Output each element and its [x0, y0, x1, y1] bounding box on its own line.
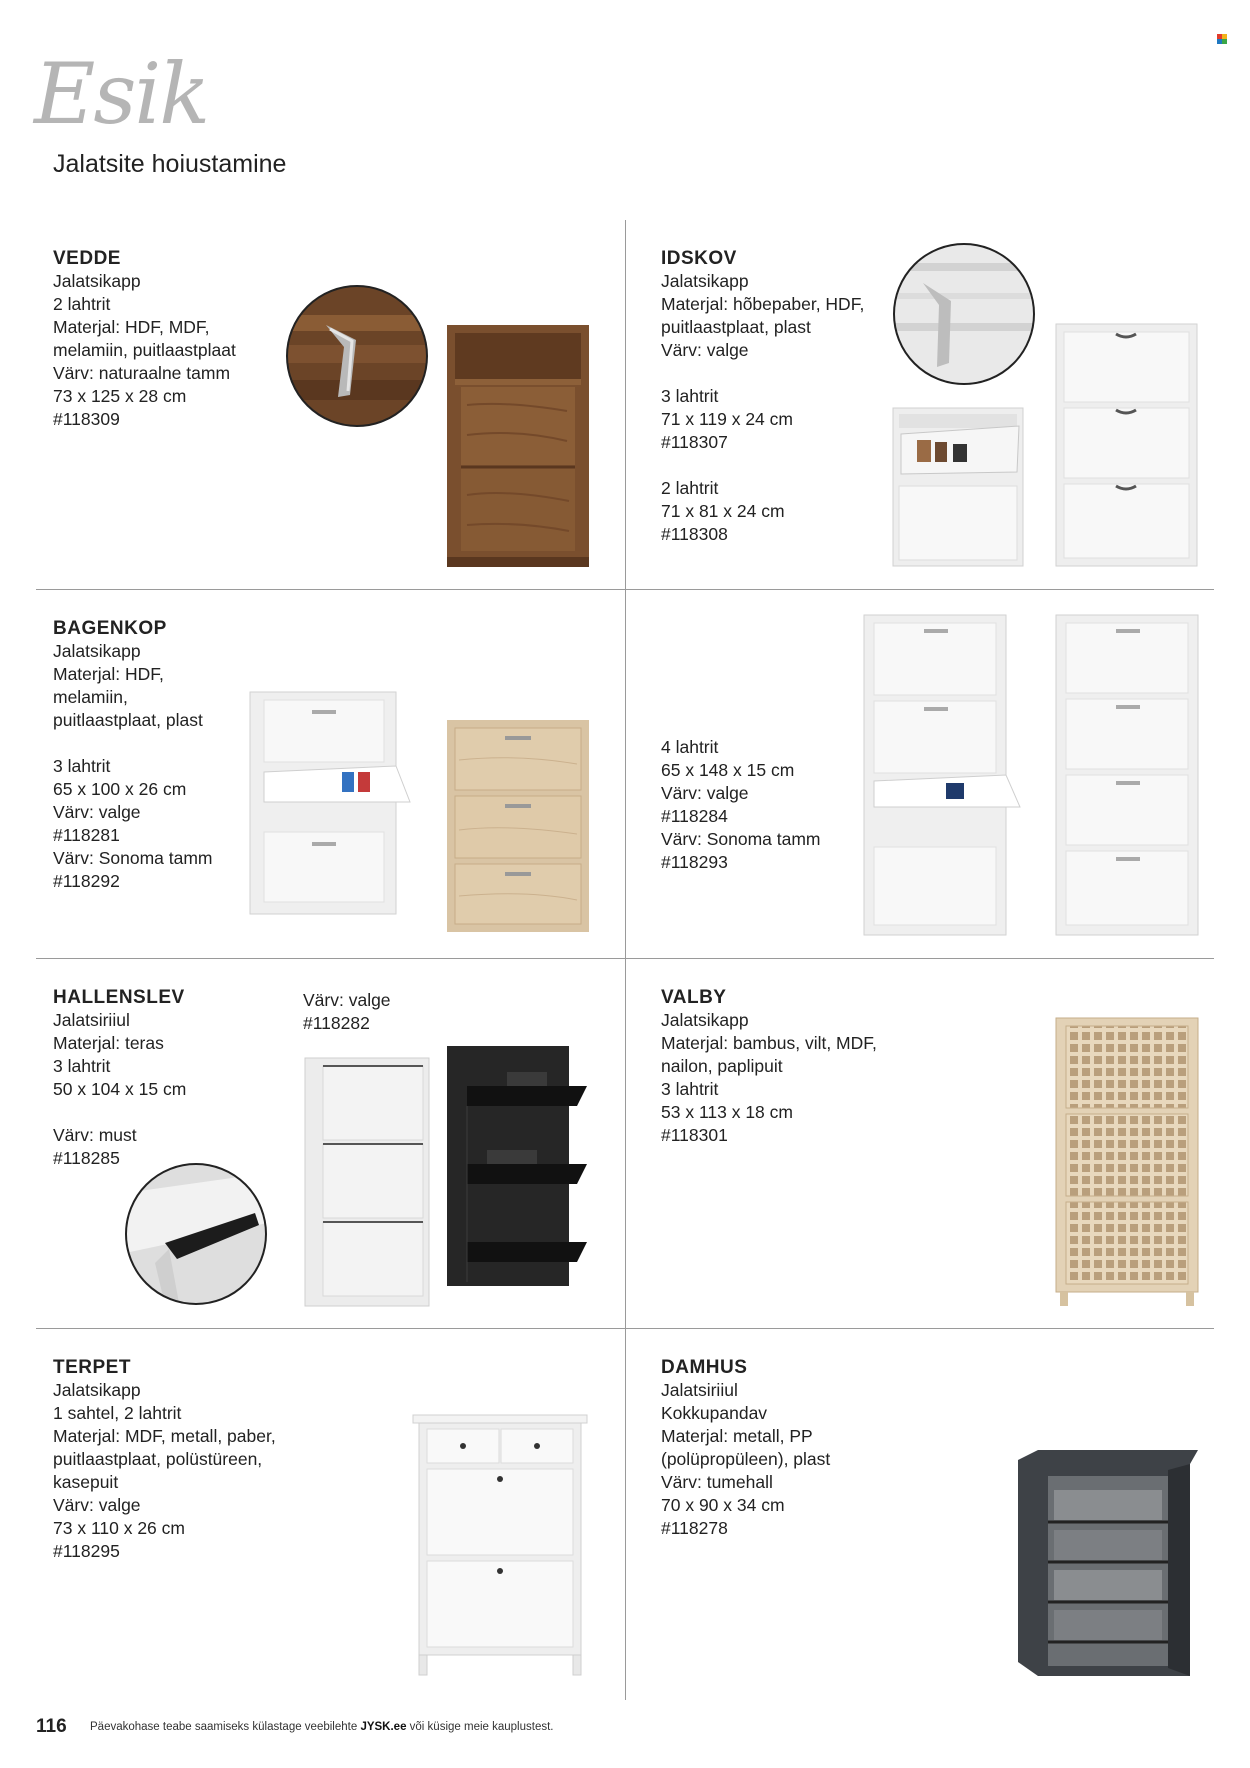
product-name: VALBY [661, 987, 727, 1008]
product-dimensions: 71 x 81 x 24 cm [661, 501, 785, 521]
script-title: Esik [34, 45, 209, 143]
product-color: Värv: valge [661, 340, 749, 360]
product-color: Värv: Sonoma tamm [53, 848, 213, 868]
footer-text-before: Päevakohase teabe saamiseks külastage veebilehte [90, 1721, 361, 1733]
product-color: Värv: valge [53, 1495, 141, 1515]
product-spec: nailon, paplipuit [661, 1056, 783, 1076]
vedde-detail-image [286, 285, 428, 427]
product-spec: 1 sahtel, 2 lahtrit [53, 1403, 182, 1423]
hallenslev-white-image [305, 1058, 429, 1306]
product-spec: Materjal: hõbepaber, HDF, [661, 294, 865, 314]
product-type: Jalatsikapp [53, 641, 141, 661]
product-dimensions: 73 x 125 x 28 cm [53, 386, 187, 406]
product-color: Värv: valge [53, 802, 141, 822]
product-vedde [53, 247, 236, 431]
product-variant: 2 lahtrit [661, 478, 719, 498]
bagenkop-4-white-a-image [864, 615, 1020, 935]
product-color: Värv: Sonoma tamm [661, 829, 821, 849]
product-spec: puitlaastplaat, polüstüreen, [53, 1449, 263, 1469]
brand-logo-mark [1217, 34, 1227, 44]
product-type: Jalatsikapp [53, 1380, 141, 1400]
divider-row-2 [36, 958, 1214, 959]
divider-row-3 [36, 1328, 1214, 1329]
divider-row-1 [36, 589, 1214, 590]
hallenslev-black-image [447, 1046, 589, 1286]
product-color: Värv: valge [661, 783, 749, 803]
product-dimensions: 50 x 104 x 15 cm [53, 1079, 187, 1099]
product-dimensions: 73 x 110 x 26 cm [53, 1518, 185, 1538]
product-name: BAGENKOP [53, 618, 167, 639]
product-dimensions: 70 x 90 x 34 cm [661, 1495, 785, 1515]
product-hallenslev-white [303, 989, 391, 1035]
product-spec: 3 lahtrit [661, 1079, 719, 1099]
product-sku: #118301 [661, 1125, 728, 1145]
product-spec: Kokkupandav [661, 1403, 768, 1423]
product-name: VEDDE [53, 248, 121, 269]
product-color: Värv: naturaalne tamm [53, 363, 231, 383]
idskov-2-drawer-image [893, 408, 1023, 566]
product-sku: #118309 [53, 409, 120, 429]
product-sku: #118308 [661, 524, 728, 544]
valby-cabinet-image [1056, 1018, 1198, 1306]
product-spec: (polüpropüleen), plast [661, 1449, 831, 1469]
product-valby [661, 986, 877, 1147]
product-color: Värv: valge [303, 990, 391, 1010]
product-dimensions: 65 x 148 x 15 cm [661, 760, 795, 780]
product-damhus [661, 1356, 830, 1540]
product-spec: Materjal: bambus, vilt, MDF, [661, 1033, 877, 1053]
product-sku: #118284 [661, 806, 728, 826]
product-dimensions: 71 x 119 x 24 cm [661, 409, 793, 429]
product-type: Jalatsikapp [661, 271, 749, 291]
product-spec: melamiin, puitlaastplaat [53, 340, 236, 360]
product-sku: #118307 [661, 432, 728, 452]
product-terpet [53, 1356, 276, 1563]
product-name: DAMHUS [661, 1357, 748, 1378]
idskov-3-drawer-image [1056, 324, 1197, 566]
footer-text-after: või küsige meie kauplustest. [406, 1721, 554, 1733]
product-color: Värv: must [53, 1125, 137, 1145]
idskov-detail-image [893, 243, 1035, 385]
product-sku: #118281 [53, 825, 120, 845]
footer-site-link[interactable]: JYSK.ee [360, 1721, 407, 1733]
product-idskov [661, 247, 864, 546]
bagenkop-4-white-b-image [1056, 615, 1198, 935]
product-bagenkop-variant-4 [661, 736, 821, 874]
product-variant: 3 lahtrit [53, 756, 111, 776]
product-sku: #118292 [53, 871, 120, 891]
product-sku: #118285 [53, 1148, 120, 1168]
product-spec: Materjal: teras [53, 1033, 164, 1053]
product-type: Jalatsikapp [53, 271, 141, 291]
product-sku: #118278 [661, 1518, 728, 1538]
product-spec: Materjal: HDF, MDF, [53, 317, 210, 337]
product-sku: #118282 [303, 1013, 370, 1033]
vedde-cabinet-image [447, 325, 589, 567]
product-name: IDSKOV [661, 248, 737, 269]
product-spec: melamiin, [53, 687, 128, 707]
product-dimensions: 65 x 100 x 26 cm [53, 779, 187, 799]
product-spec: Materjal: HDF, [53, 664, 164, 684]
divider-vertical [625, 220, 626, 1700]
product-variant: 3 lahtrit [661, 386, 719, 406]
product-sku: #118295 [53, 1541, 120, 1561]
footer-note [90, 1721, 554, 1733]
page-number: 116 [36, 1716, 67, 1737]
product-spec: Materjal: metall, PP [661, 1426, 813, 1446]
product-spec: puitlaastplaat, plast [53, 710, 203, 730]
product-spec: puitlaastplaat, plast [661, 317, 811, 337]
damhus-rack-image [1018, 1450, 1198, 1676]
bagenkop-3-white-image [250, 692, 410, 914]
bagenkop-3-oak-image [447, 720, 589, 932]
product-spec: 2 lahtrit [53, 294, 111, 314]
product-spec: Materjal: MDF, metall, paber, [53, 1426, 276, 1446]
hallenslev-detail-image [125, 1163, 267, 1305]
page-subtitle: Jalatsite hoiustamine [53, 150, 287, 178]
product-type: Jalatsiriiul [53, 1010, 130, 1030]
terpet-cabinet-image [411, 1415, 589, 1675]
product-hallenslev [53, 986, 186, 1170]
product-type: Jalatsikapp [661, 1010, 749, 1030]
product-type: Jalatsiriiul [661, 1380, 738, 1400]
product-sku: #118293 [661, 852, 728, 872]
product-variant: 4 lahtrit [661, 737, 719, 757]
product-name: TERPET [53, 1357, 131, 1378]
product-name: HALLENSLEV [53, 987, 185, 1008]
product-spec: kasepuit [53, 1472, 119, 1492]
product-bagenkop [53, 617, 213, 893]
product-dimensions: 53 x 113 x 18 cm [661, 1102, 793, 1122]
product-spec: 3 lahtrit [53, 1056, 111, 1076]
product-color: Värv: tumehall [661, 1472, 773, 1492]
